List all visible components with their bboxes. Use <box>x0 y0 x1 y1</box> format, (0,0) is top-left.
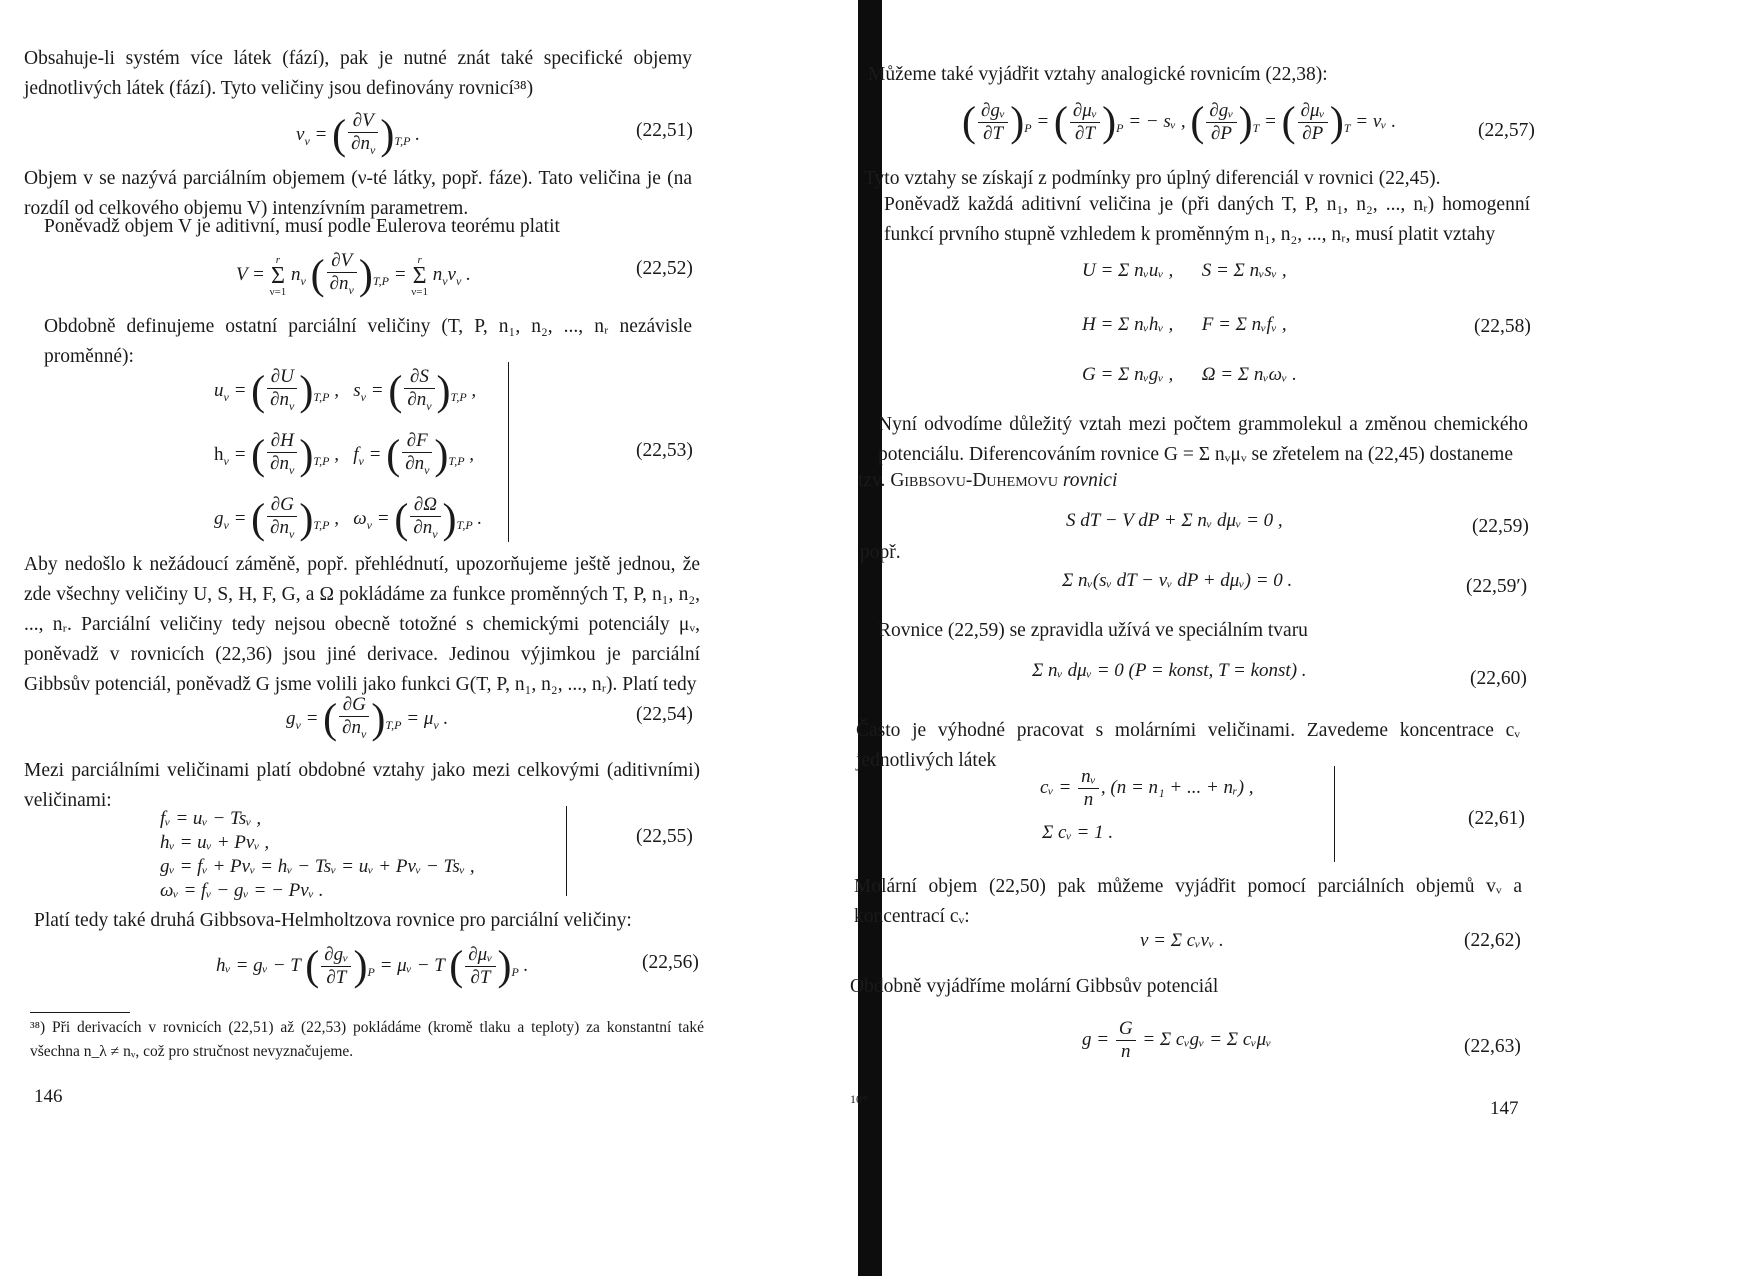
eq52-lhs: V = <box>236 263 265 285</box>
r-paragraph-7: Molární objem (22,50) pak můžeme vyjádřit pomocí parciálních objemů vᵥ a koncentrací cᵥ: <box>854 876 1522 927</box>
equation-22-52: V = r Σ ν=1 $n_\nu$ ( $\frac{\partial V}{\partial n_\nu}$ )$_{T,P}$ = r Σ ν=1 $n_\nu v_\nu$ . <box>236 250 471 299</box>
r-paragraph-6: Často je výhodné pracovat s molárními veličinami. Zavedeme koncentrace cᵥ jednotlivých látek <box>856 720 1520 771</box>
eq52-num: ∂V <box>327 250 357 273</box>
eq53-row-2: $h_\nu$ = ( $\frac{\partial H}{\partial n_\nu}$ )$_{T,P}$ , $f_\nu$ = ( $\frac{\partial F}{\partial n_\nu}$ )$_{T,P}$ , <box>214 430 475 479</box>
r-paragraph-2: Tyto vztahy se získají z podmínky pro úplný diferenciál v rovnici (22,45). <box>864 168 1441 189</box>
eq51-tail: . <box>415 123 420 145</box>
paragraph-6: Mezi parciálními veličinami platí obdobné vztahy jako mezi celkovými (aditivními) veličinami: <box>24 760 700 811</box>
right-page <box>850 0 1754 1276</box>
eq52-sum-top: r <box>275 253 281 266</box>
eq51-outer-sub: T,P <box>394 133 411 148</box>
eq58-row-3: G = Σ nᵥgᵥ , Ω = Σ nᵥωᵥ . <box>1082 364 1297 385</box>
eq51-den: ∂n <box>351 133 370 154</box>
eq53-row-3: $g_\nu$ = ( $\frac{\partial G}{\partial n_\nu}$ )$_{T,P}$ , $\omega_\nu$ = ( $\frac{\partial\Omega}{\partial n_\nu}$ )$_{T,P}$ . <box>214 494 483 543</box>
eq57-number: (22,57) <box>1478 120 1535 141</box>
signature-mark: 10* <box>850 1092 868 1106</box>
eq60-number: (22,60) <box>1470 668 1527 689</box>
equation-22-54: $g_\nu$ = ( $\frac{\partial G}{\partial n_\nu}$ )$_{T,P} = \mu_\nu$ . <box>286 694 449 743</box>
equation-22-51: $v_\nu$ = ( $\frac{\partial V}{\partial n_\nu}$ )$_{T,P}$ . <box>296 110 420 161</box>
eq51-lhs-sub: ν <box>304 133 310 148</box>
paragraph-7: Platí tedy také druhá Gibbsova-Helmholtzova rovnice pro parciální veličiny: <box>34 910 632 931</box>
eq51-fraction <box>348 110 378 161</box>
eq55-line-3: gᵥ = fᵥ + Pvᵥ = hᵥ − Tsᵥ = uᵥ + Pvᵥ − Tsᵥ , <box>160 856 475 877</box>
eq52-sum-bottom: ν=1 <box>269 285 287 298</box>
equation-22-62: v = Σ cᵥvᵥ . <box>1140 930 1224 951</box>
eq59p-number: (22,59′) <box>1466 576 1528 597</box>
paragraph-4: Obdobně definujeme ostatní parciální veličiny (T, P, n₁, n₂, ..., nᵣ nezávisle proměnné): <box>44 316 692 367</box>
eq51-den-sub: ν <box>369 143 376 157</box>
eq58-row-1: U = Σ nᵥuᵥ , S = Σ nᵥsᵥ , <box>1082 260 1287 281</box>
page-number-right: 147 <box>1490 1098 1519 1119</box>
eq55-number: (22,55) <box>636 826 693 847</box>
eq51-number: (22,51) <box>636 120 693 141</box>
eq58-row-2: H = Σ nᵥhᵥ , F = Σ nᵥfᵥ , <box>1082 314 1287 335</box>
page-number-left: 146 <box>34 1086 63 1107</box>
paragraph-2: Objem v se nazývá parciálním objemem (ν-té látky, popř. fáze). Tato veličina je (na rozdíl od celkového objemu V) intenzívním parametrem. <box>24 168 692 219</box>
equation-22-59: S dT − V dP + Σ nᵥ dμᵥ = 0 , <box>1066 510 1283 531</box>
eq53-brace <box>508 362 509 542</box>
eq55-line-1: fᵥ = uᵥ − Tsᵥ , <box>160 808 262 829</box>
eq51-num: ∂V <box>348 110 378 133</box>
r-paragraph-5: Rovnice (22,59) se zpravidla užívá ve speciálním tvaru <box>878 620 1308 641</box>
eq54-number: (22,54) <box>636 704 693 725</box>
eq53-number: (22,53) <box>636 440 693 461</box>
eq55-brace <box>566 806 567 896</box>
r-paragraph-3: Poněvadž každá aditivní veličina je (při daných T, P, n₁, n₂, ..., nᵣ) homogenní funkcí prvního stupně vzhledem k proměnným n₁, n₂, ..., nᵣ, musí platit vztahy <box>884 194 1530 245</box>
eq58-number: (22,58) <box>1474 316 1531 337</box>
popr-label: popř. <box>860 542 901 563</box>
eq61-number: (22,61) <box>1468 808 1525 829</box>
equation-22-56: hᵥ = gᵥ − T ( $\frac{\text{∂gᵥ}}{\partial T}$ )$_P$ = μᵥ − T ( $\frac{\text{∂μᵥ}}{\partial T}$ )$_P$ . <box>216 943 529 990</box>
eq52-sum <box>270 254 287 298</box>
left-page <box>0 0 858 1276</box>
eq52-n: n <box>291 263 301 285</box>
paragraph-3: Poněvadž objem V je aditivní, musí podle Eulerova teorému platit <box>44 216 560 237</box>
r-paragraph-4b: tzv. Gibbsovu-Duhemovu rovnici <box>858 470 1118 491</box>
eq53-row-1: $u_\nu$ = ( $\frac{\partial U}{\partial n_\nu}$ )$_{T,P}$ , $s_\nu$ = ( $\frac{\partial S}{\partial n_\nu}$ )$_{T,P}$ , <box>214 366 477 415</box>
eq55-line-2: hᵥ = uᵥ + Pvᵥ , <box>160 832 270 853</box>
eq62-number: (22,62) <box>1464 930 1521 951</box>
r-paragraph-1: Můžeme také vyjádřit vztahy analogické rovnicím (22,38): <box>868 64 1328 85</box>
paragraph-1: Obsahuje-li systém více látek (fází), pak je nutné znát také specifické objemy jednotlivých látek (fází). Tyto veličiny jsou definovány rovnicí³⁸) <box>24 48 692 99</box>
eq56-number: (22,56) <box>642 952 699 973</box>
eq61-line-1: cᵥ = $\frac{\text{nᵥ}}{n}$ , (n = n₁ + ... + nᵣ) , <box>1040 766 1254 810</box>
equation-22-60: Σ nᵥ dμᵥ = 0 (P = konst, T = konst) . <box>1032 660 1307 681</box>
eq52-number: (22,52) <box>636 258 693 279</box>
equation-22-57: ( $\frac{\text{∂gᵥ}}{\partial T}$ )$_P$ = ( $\frac{\text{∂μᵥ}}{\partial T}$ )$_P$ = − sᵥ , ( $\frac{\text{∂gᵥ}}{\partial P}$ )$_T$ = ( $\frac{\text{∂μᵥ}}{\partial P}$ )$_T$ = vᵥ . <box>962 99 1397 146</box>
eq51-lhs: v <box>296 123 305 145</box>
equation-22-63: g = $\frac{G}{n}$ = Σ cᵥgᵥ = Σ cᵥμᵥ <box>1082 1018 1272 1062</box>
footnote: ³⁸) Při derivacích v rovnicích (22,51) až (22,53) pokládáme (kromě tlaku a teploty) za konstantní také všechna n_λ ≠ nᵥ, což pro stručnost nevyznačujeme. <box>30 1019 704 1060</box>
eq61-line-2: Σ cᵥ = 1 . <box>1042 822 1114 843</box>
r-paragraph-4: Nyní odvodíme důležitý vztah mezi počtem grammolekul a změnou chemického potenciálu. Diferencováním rovnice G = Σ nᵥμᵥ se zřetelem na (22,45) dostaneme <box>878 414 1528 465</box>
eq61-brace <box>1334 766 1335 862</box>
eq55-line-4: ωᵥ = fᵥ − gᵥ = − Pvᵥ . <box>160 880 324 901</box>
equation-22-59-prime: Σ nᵥ(sᵥ dT − vᵥ dP + dμᵥ) = 0 . <box>1062 570 1293 591</box>
eq52-sum-sign: Σ <box>270 262 285 289</box>
eq59-number: (22,59) <box>1472 516 1529 537</box>
footnote-rule <box>30 1012 130 1013</box>
eq52-den: ∂n <box>329 273 349 294</box>
paragraph-5: Aby nedošlo k nežádoucí záměně, popř. přehlédnutí, upozorňujeme ještě jednou, že zde všechny veličiny U, S, H, F, G, a Ω pokládáme za funkce proměnných T, P, n₁, n₂, ..., nᵣ. Parciální veličiny tedy nejsou obecně totožné s chemickými potenciály μᵥ, poněvadž v rovnicích (22,36) jsou jiné derivace. Jedinou výjimkou je parciální Gibbsův potenciál, poněvadž G jsme volili jako funkci G(T, P, n₁, n₂, ..., nᵣ). Platí tedy <box>24 554 700 695</box>
eq52-rhs: n <box>432 263 443 285</box>
eq63-number: (22,63) <box>1464 1036 1521 1057</box>
eq52-outer-sub: T,P <box>372 273 389 288</box>
r-paragraph-8: Obdobně vyjádříme molární Gibbsův potenciál <box>850 976 1219 997</box>
